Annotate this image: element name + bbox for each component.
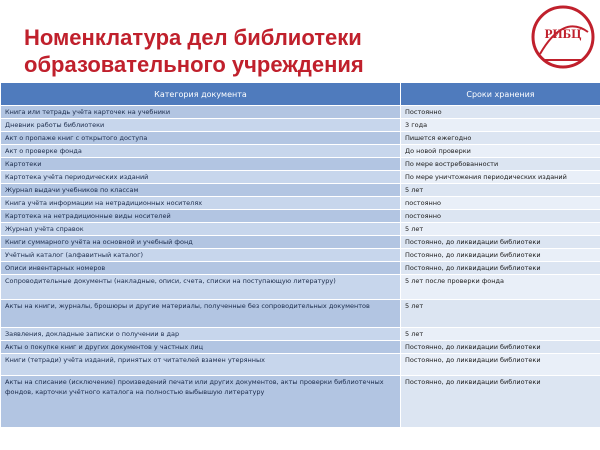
table-row bbox=[1, 249, 600, 262]
term-cell: 3 года bbox=[401, 119, 600, 132]
term-cell: Постоянно, до ликвидации библиотеки bbox=[401, 376, 600, 428]
table-row bbox=[1, 341, 600, 354]
category-cell: Заявления, докладные записки о получении в дар bbox=[1, 328, 401, 341]
table-row bbox=[1, 210, 600, 223]
term-cell: Постоянно, до ликвидации библиотеки bbox=[401, 354, 600, 376]
term-cell: 5 лет после проверки фонда bbox=[401, 275, 600, 300]
records-table bbox=[0, 82, 600, 428]
table-row bbox=[1, 197, 600, 210]
category-cell: Акты на книги, журналы, брошюры и другие материалы, полученные без сопроводительных документов bbox=[1, 300, 401, 328]
term-cell: По мере востребованности bbox=[401, 158, 600, 171]
term-cell: 5 лет bbox=[401, 300, 600, 328]
term-cell: постоянно bbox=[401, 210, 600, 223]
table-row bbox=[1, 184, 600, 197]
title-line-1: Номенклатура дел библиотеки bbox=[24, 25, 362, 50]
category-cell: Акт о пропаже книг с открытого доступа bbox=[1, 132, 401, 145]
term-cell: Пишется ежегодно bbox=[401, 132, 600, 145]
table-row bbox=[1, 132, 600, 145]
table-row bbox=[1, 119, 600, 132]
category-cell: Акты о покупке книг и других документов у частных лиц bbox=[1, 341, 401, 354]
table-row bbox=[1, 106, 600, 119]
term-cell: Постоянно, до ликвидации библиотеки bbox=[401, 341, 600, 354]
table-row bbox=[1, 223, 600, 236]
category-cell: Сопроводительные документы (накладные, описи, счета, списки на поступающую литературу) bbox=[1, 275, 401, 300]
table-row bbox=[1, 171, 600, 184]
term-cell: постоянно bbox=[401, 197, 600, 210]
term-cell: Постоянно, до ликвидации библиотеки bbox=[401, 249, 600, 262]
term-cell: 5 лет bbox=[401, 328, 600, 341]
term-cell: 5 лет bbox=[401, 223, 600, 236]
category-cell: Книги суммарного учёта на основной и учебный фонд bbox=[1, 236, 401, 249]
category-cell: Картотека на нетрадиционные виды носителей bbox=[1, 210, 401, 223]
category-cell: Акт о проверке фонда bbox=[1, 145, 401, 158]
header-term: Сроки хранения bbox=[401, 83, 600, 106]
table-row bbox=[1, 354, 600, 376]
header-category: Категория документа bbox=[1, 83, 401, 106]
table-row bbox=[1, 262, 600, 275]
table-row bbox=[1, 145, 600, 158]
table-row bbox=[1, 236, 600, 249]
category-cell: Картотеки bbox=[1, 158, 401, 171]
category-cell: Описи инвентарных номеров bbox=[1, 262, 401, 275]
term-cell: По мере уничтожения периодических изданий bbox=[401, 171, 600, 184]
table-row bbox=[1, 328, 600, 341]
term-cell: Постоянно bbox=[401, 106, 600, 119]
category-cell: Книги (тетради) учёта изданий, принятых от читателей взамен утерянных bbox=[1, 354, 401, 376]
term-cell: Постоянно, до ликвидации библиотеки bbox=[401, 236, 600, 249]
page-title bbox=[24, 24, 504, 78]
category-cell: Учётный каталог (алфавитный каталог) bbox=[1, 249, 401, 262]
table-row bbox=[1, 376, 600, 428]
term-cell: 5 лет bbox=[401, 184, 600, 197]
term-cell: До новой проверки bbox=[401, 145, 600, 158]
category-cell: Картотека учёта периодических изданий bbox=[1, 171, 401, 184]
table-row bbox=[1, 275, 600, 300]
category-cell: Журнал выдачи учебников по классам bbox=[1, 184, 401, 197]
category-cell: Дневник работы библиотеки bbox=[1, 119, 401, 132]
category-cell: Книга учёта информации на нетрадиционных носителях bbox=[1, 197, 401, 210]
table-header-row bbox=[1, 83, 600, 106]
logo-text: РИБЦ bbox=[544, 26, 582, 41]
title-line-2: образовательного учреждения bbox=[24, 52, 364, 77]
category-cell: Акты на списание (исключение) произведений печати или других документов, акты проверки библиотечных фондов, карточки учётного каталога на полностью выбывшую литературу bbox=[1, 376, 401, 428]
term-cell: Постоянно, до ликвидации библиотеки bbox=[401, 262, 600, 275]
category-cell: Журнал учёта справок bbox=[1, 223, 401, 236]
category-cell: Книга или тетрадь учёта карточек на учебники bbox=[1, 106, 401, 119]
table-row bbox=[1, 300, 600, 328]
table-row bbox=[1, 158, 600, 171]
